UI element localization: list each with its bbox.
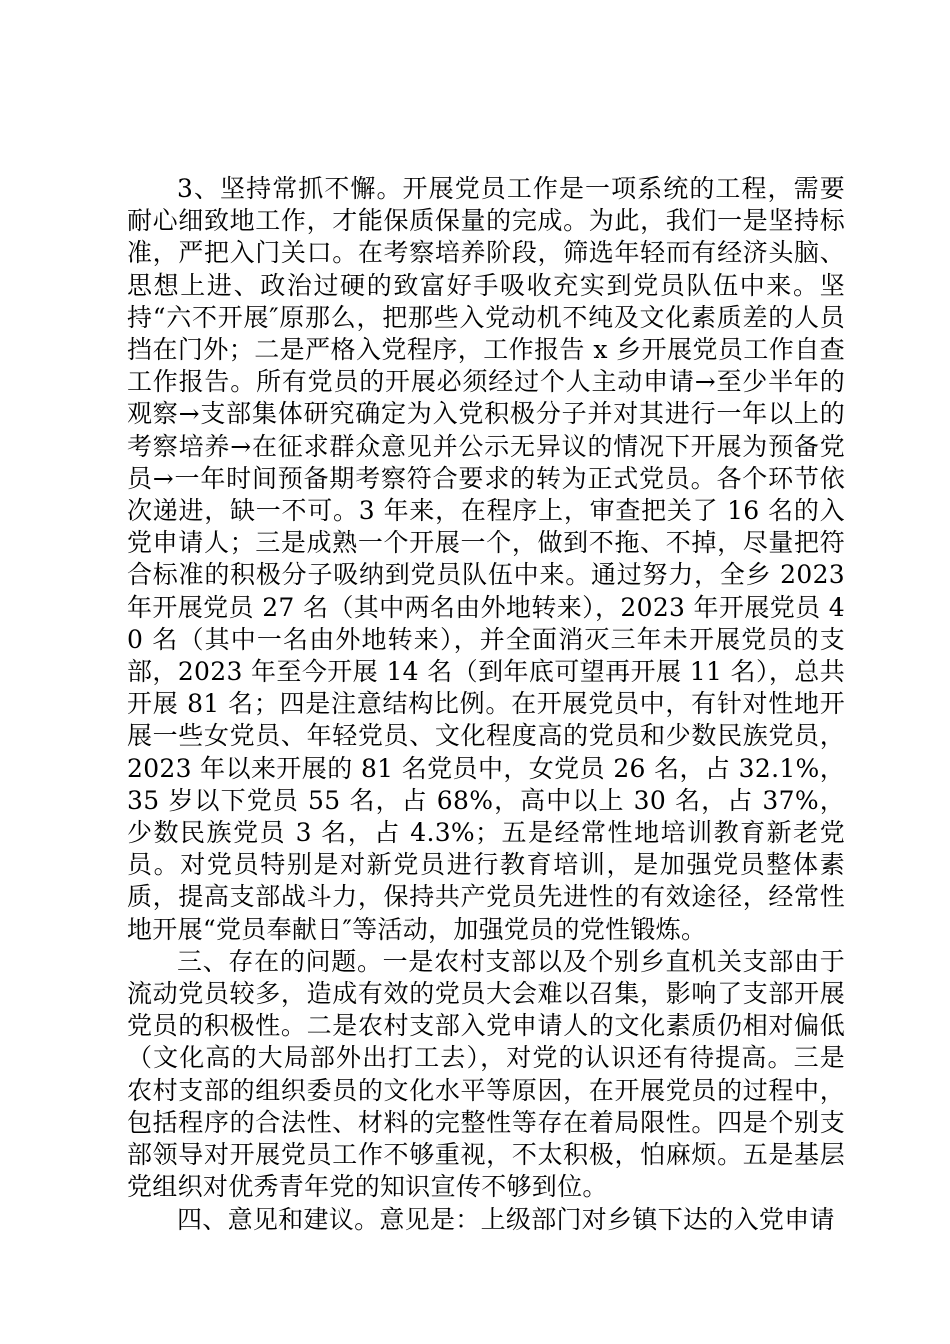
document-body (127, 173, 845, 1236)
paragraph-2: 三、存在的问题。一是农村支部以及个别乡直机关支部由于流动党员较多，造成有效的党员大会难以召集，影响了支部开展党员的积极性。二是农村支部入党申请人的文化素质仍相对偏低（文化高的大局部外出打工去），对党的认识还有待提高。三是农村支部的组织委员的文化水平等原因，在开展党员的过程中，包括程序的合法性、材料的完整性等存在着局限性。四是个别支部领导对开展党员工作不够重视，不太积极，怕麻烦。五是基层党组织对优秀青年党的知识宣传不够到位。 (127, 946, 845, 1202)
paragraph-3: 四、意见和建议。意见是：上级部门对乡镇下达的入党申请 (177, 1204, 835, 1234)
paragraph-1: 3、坚持常抓不懈。开展党员工作是一项系统的工程，需要耐心细致地工作，才能保质保量的完成。为此，我们一是坚持标准，严把入门关口。在考察培养阶段，筛选年轻而有经济头脑、思想上进、政治过硬的致富好手吸收充实到党员队伍中来。坚持“六不开展″原那么，把那些入党动机不纯及文化素质差的人员挡在门外；二是严格入党程序，工作报告 x 乡开展党员工作自查工作报告。所有党员的开展必须经过个人主动申请→至少半年的观察→支部集体研究确定为入党积极分子并对其进行一年以上的考察培养→在征求群众意见并公示无异议的情况下开展为预备党员→一年时间预备期考察符合要求的转为正式党员。各个环节依次递进，缺一不可。3 年来，在程序上，审查把关了 16 名的入党申请人；三是成熟一个开展一个，做到不拖、不掉，尽量把符合标准的积极分子吸纳到党员队伍中来。通过努力，全乡 2023 年开展党员 27 名（其中两名由外地转来），2023 年开展党员 40 名（其中一名由外地转来），并全面消灭三年未开展党员的支部，2023 年至今开展 14 名（到年底可望再开展 11 名），总共开展 81 名；四是注意结构比例。在开展党员中，有针对性地开展一些女党员、年轻党员、文化程度高的党员和少数民族党员，2023 年以来开展的 81 名党员中，女党员 26 名，占 32.1%，35 岁以下党员 55 名，占 68%，高中以上 30 名，占 37%，少数民族党员 3 名，占 4.3%；五是经常性地培训教育新老党员。对党员特别是对新党员进行教育培训，是加强党员整体素质，提高支部战斗力，保持共产党员先进性的有效途径，经常性地开展“党员奉献日″等活动，加强党员的党性锻炼。 (127, 174, 845, 944)
